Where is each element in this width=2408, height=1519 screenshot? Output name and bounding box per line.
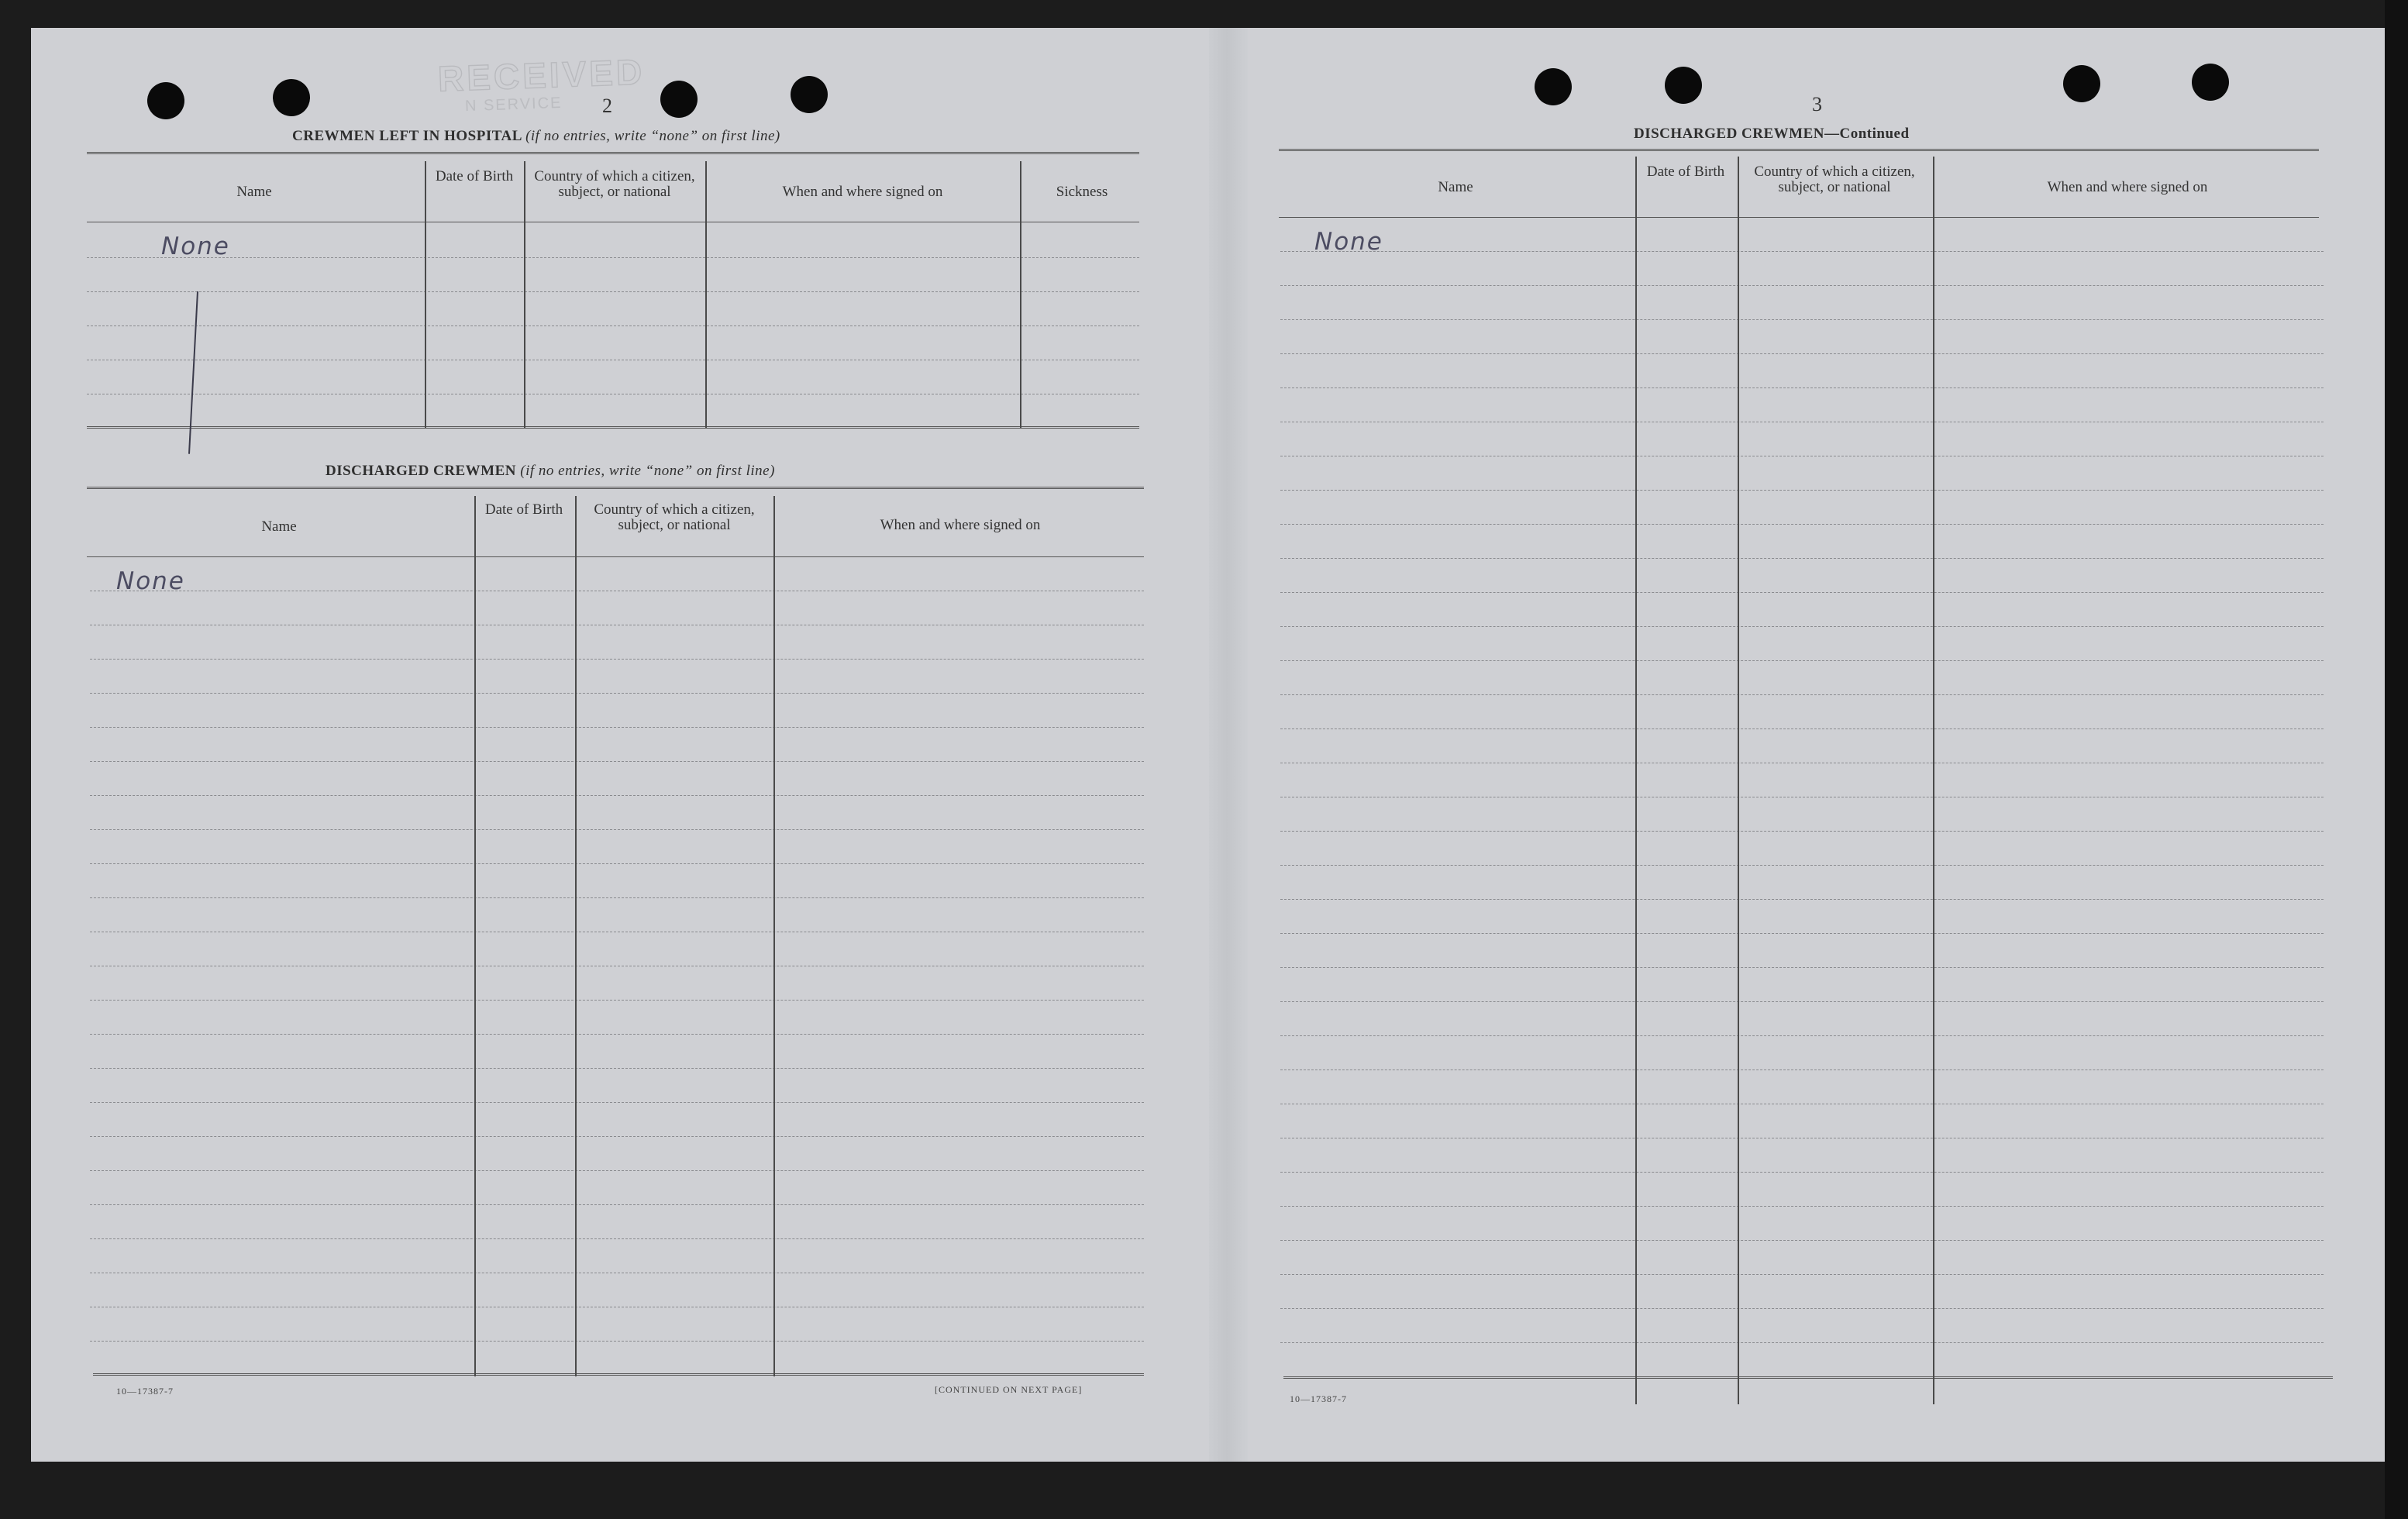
discharged-header-rule	[87, 556, 1144, 557]
discharged-top-rule	[87, 487, 1144, 489]
ledger-row-line	[1280, 626, 2324, 627]
ledger-row-line	[1280, 967, 2324, 968]
ledger-row-line	[1280, 251, 2324, 252]
ledger-row-line	[90, 829, 1144, 830]
hospital-col-sickness: Sickness	[1056, 184, 1108, 200]
discharged-continued-title: DISCHARGED CREWMEN—Continued	[1634, 126, 1910, 142]
discharged-col-date-of-birth: Date of Birth	[484, 501, 563, 518]
ledger-row-line	[1280, 1206, 2324, 1207]
hospital-col-name: Name	[236, 184, 272, 200]
ledger-row-line	[1280, 319, 2324, 320]
ledger-row-line	[1280, 592, 2324, 593]
page-number: 2	[602, 95, 612, 117]
hospital-col-signed-on: When and where signed on	[782, 184, 943, 200]
right-col-date-of-birth: Date of Birth	[1646, 164, 1725, 180]
ledger-row-line	[90, 1000, 1144, 1001]
hospital-col-divider	[524, 161, 525, 428]
hospital-section-title	[292, 128, 780, 145]
ledger-row-line	[90, 1341, 1144, 1342]
ledger-row-line	[90, 1238, 1144, 1239]
ledger-row-line	[1280, 1172, 2324, 1173]
scan-edge	[2385, 0, 2408, 1519]
hospital-col-divider	[705, 161, 707, 428]
right-col-divider	[1933, 157, 1934, 1404]
ledger-row-line	[90, 761, 1144, 762]
handwritten-vertical-line	[188, 291, 198, 454]
ledger-row-line	[90, 659, 1144, 660]
right-col-divider	[1635, 157, 1637, 1404]
ledger-row-line	[1280, 1240, 2324, 1241]
ledger-row-line	[90, 1170, 1144, 1171]
hospital-col-country: Country of which a citizen, subject, or national	[534, 168, 695, 200]
ledger-row-line	[1280, 1274, 2324, 1275]
hospital-col-divider	[1020, 161, 1021, 428]
hospital-row-line	[87, 291, 1139, 292]
right-page	[1240, 28, 2387, 1462]
form-number: 10—17387-7	[116, 1386, 174, 1397]
ledger-row-line	[1280, 865, 2324, 866]
ledger-row-line	[1280, 490, 2324, 491]
ledger-row-line	[90, 727, 1144, 728]
discharged-title-note: (if no entries, write “none” on first line)	[520, 463, 775, 479]
hospital-entry-handwritten: None	[161, 232, 230, 260]
ledger-row-line	[90, 1136, 1144, 1137]
right-col-signed-on: When and where signed on	[2047, 179, 2208, 195]
discharged-col-divider	[474, 496, 476, 1376]
received-stamp-sub: N SERVICE	[464, 94, 563, 115]
right-top-rule	[1279, 149, 2319, 151]
received-stamp: RECEIVED	[437, 51, 646, 99]
ledger-row-line	[1280, 728, 2324, 729]
discharged-col-divider	[773, 496, 775, 1376]
ledger-row-line	[90, 897, 1144, 898]
discharged-col-divider	[575, 496, 577, 1376]
hospital-title-bold: CREWMEN LEFT IN HOSPITAL	[292, 128, 522, 144]
discharged-col-signed-on: When and where signed on	[880, 517, 1041, 533]
hospital-col-divider	[425, 161, 426, 428]
ledger-row-line	[1280, 524, 2324, 525]
ledger-row-line	[1280, 899, 2324, 900]
right-header-rule	[1279, 217, 2319, 218]
hospital-col-date-of-birth: Date of Birth	[435, 168, 514, 184]
discharged-entry-handwritten: None	[116, 567, 185, 595]
ledger-row-line	[1280, 353, 2324, 354]
ledger-row-line	[1280, 285, 2324, 286]
ledger-row-line	[1280, 1001, 2324, 1002]
ledger-row-line	[90, 795, 1144, 796]
ledger-row-line	[90, 693, 1144, 694]
ledger-row-line	[1280, 831, 2324, 832]
hospital-title-note: (if no entries, write “none” on first line)	[525, 128, 780, 144]
ledger-row-line	[90, 863, 1144, 864]
hospital-bottom-rule	[87, 426, 1139, 429]
form-sheet	[31, 28, 2387, 1462]
ledger-row-line	[90, 1204, 1144, 1205]
right-col-country: Country of which a citizen, subject, or national	[1754, 164, 1915, 195]
left-page	[31, 28, 1209, 1462]
ledger-row-line	[1280, 1308, 2324, 1309]
form-number: 10—17387-7	[1290, 1393, 1347, 1404]
hospital-top-rule	[87, 152, 1139, 154]
ledger-row-line	[90, 1068, 1144, 1069]
discharged-title-bold: DISCHARGED CREWMEN	[326, 463, 516, 479]
right-bottom-rule	[1283, 1376, 2333, 1379]
hospital-row-line	[87, 257, 1139, 258]
discharged-col-name: Name	[261, 518, 297, 535]
ledger-row-line	[1280, 1035, 2324, 1036]
ledger-row-line	[90, 1034, 1144, 1035]
discharged-bottom-rule	[93, 1373, 1144, 1376]
continued-note: [CONTINUED ON NEXT PAGE]	[935, 1384, 1083, 1395]
ledger-row-line	[1280, 660, 2324, 661]
ledger-row-line	[1280, 694, 2324, 695]
page-number: 3	[1812, 93, 1822, 115]
right-entry-handwritten: None	[1314, 228, 1383, 256]
ledger-row-line	[1280, 1342, 2324, 1343]
discharged-col-country: Country of which a citizen, subject, or national	[594, 501, 755, 533]
ledger-row-line	[1280, 933, 2324, 934]
discharged-section-title	[326, 463, 775, 480]
ledger-row-line	[90, 1102, 1144, 1103]
ledger-row-line	[1280, 558, 2324, 559]
right-col-name: Name	[1438, 179, 1473, 195]
right-col-divider	[1738, 157, 1739, 1404]
